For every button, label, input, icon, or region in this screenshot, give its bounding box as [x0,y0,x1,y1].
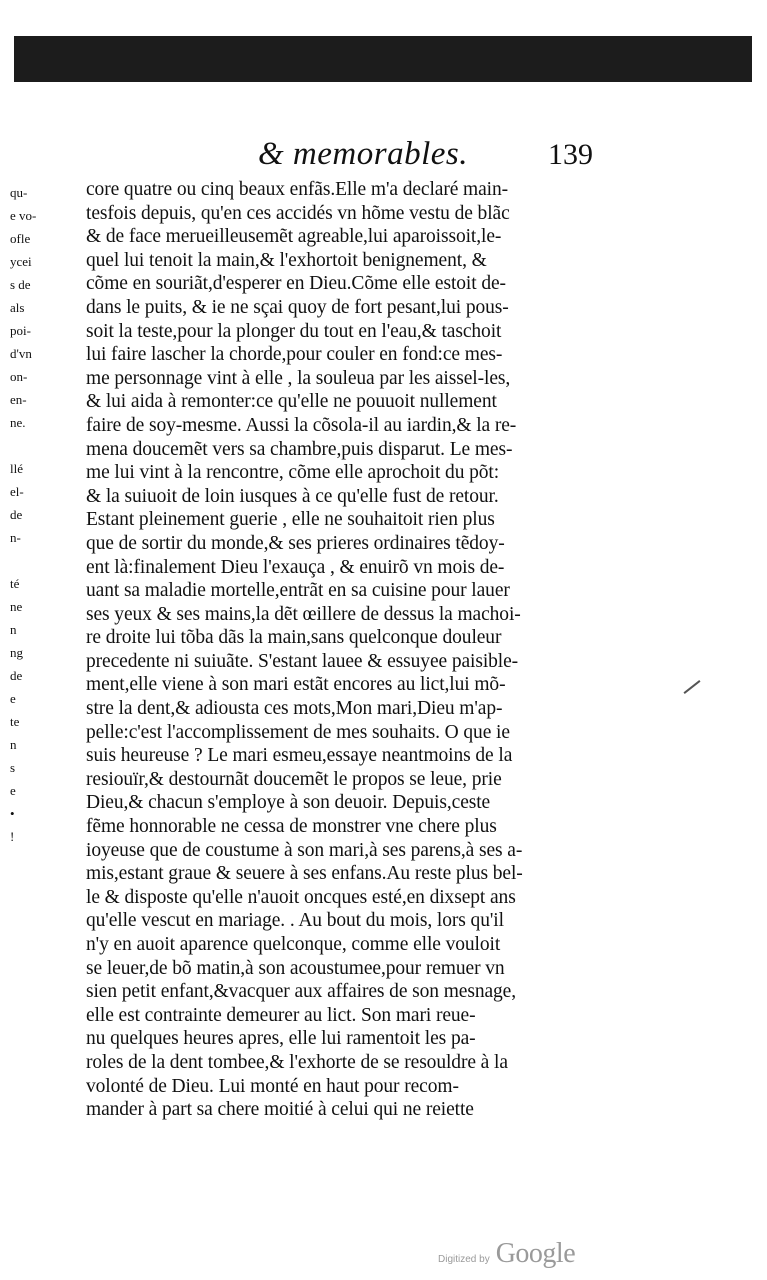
text-line: & de face merueilleusemẽt agreable,lui aparoissoit,le- [86,226,502,248]
margin-fragment: als [10,301,25,315]
margin-fragment: de [10,669,23,683]
scan-top-band [14,36,752,82]
text-line: uant sa maladie mortelle,entrãt en sa cuisine pour lauer [86,580,510,602]
text-line: & la suiuoit de loin iusques à ce qu'elle fust de retour. [86,485,499,507]
text-line: roles de la dent tombee,& l'exhorte de se resouldre à la [86,1051,508,1073]
text-line: qu'elle vescut en mariage. . Au bout du mois, lors qu'il [86,910,504,932]
margin-fragment: d'vn [10,347,32,361]
margin-fragment: e [10,692,16,706]
text-line: me lui vint à la rencontre, cõme elle aprochoit du põt: [86,462,500,484]
text-line: soit la teste,pour la plonger du tout en l'eau,& taschoit [86,320,502,342]
ink-speck [684,680,701,694]
text-line: stre la dent,& adiousta ces mots,Mon mari,Dieu m'ap- [86,698,503,720]
watermark-brand: Google [495,1238,576,1269]
running-title: & memorables. [258,136,468,172]
running-header [0,132,767,172]
text-line: Dieu,& chacun s'employe à son deuoir. Depuis,ceste [86,792,491,814]
text-line: mander à part sa chere moitié à celui qui ne reiette [86,1099,474,1121]
text-line: fẽme honnorable ne cessa de monstrer vne chere plus [86,816,497,838]
text-line: precedente ni suiuãte. S'estant lauee & essuyee paisible- [86,650,519,672]
text-line: ment,elle viene à son mari estãt encores au lict,lui mõ- [86,674,506,696]
text-line: ses yeux & ses mains,la dẽt œillere de dessus la machoi- [86,603,521,625]
text-line: suis heureuse ? Le mari esmeu,essaye neantmoins de la [86,745,513,767]
page-number: 139 [548,138,593,171]
margin-fragment: ng [10,646,23,660]
margin-fragment: en- [10,393,27,407]
margin-fragment: ! [10,830,15,844]
text-line: tesfois depuis, qu'en ces accidés vn hõme vestu de blãc [86,202,510,224]
text-line: me personnage vint à elle , la souleua par les aissel-les, [86,367,511,389]
text-line: ent là:finalement Dieu l'exauça , & enuirõ vn mois de- [86,556,505,578]
margin-fragment: ne. [10,416,26,430]
text-line: quel lui tenoit la main,& l'exhortoit benignement, & [86,249,487,271]
left-margin-fragments [10,186,38,853]
margin-fragment: e [10,784,16,798]
margin-fragment: • [10,807,15,821]
text-line: resiouïr,& destournãt doucemẽt le propos se leue, prie [86,768,502,790]
text-line: core quatre ou cinq beaux enfãs.Elle m'a declaré main- [86,179,509,200]
digitized-watermark [438,1238,575,1278]
text-line: le & disposte qu'elle n'auoit oncques esté,en dixsept ans [86,886,516,908]
text-line: Estant pleinement guerie , elle ne souhaitoit rien plus [86,509,495,531]
watermark-prefix: Digitized by [438,1254,490,1265]
text-line: lui faire lascher la chorde,pour couler en fond:ce mes- [86,344,503,366]
text-line: mena doucemẽt vers sa chambre,puis disparut. Le mes- [86,438,513,460]
text-line: pelle:c'est l'accomplissement de mes souhaits. O que ie [86,721,510,743]
text-line: ioyeuse que de coustume à son mari,à ses parens,à ses a- [86,839,523,861]
text-line: dans le puits, & ie ne sçai quoy de fort pesant,lui pous- [86,296,509,318]
margin-fragment: te [10,715,20,729]
text-line: & lui aida à remonter:ce qu'elle ne pouuoit nullement [86,391,497,413]
body-text [86,178,606,1122]
text-line: n'y en auoit aparence quelconque, comme elle vouloit [86,934,501,955]
margin-fragment: n- [10,531,21,545]
text-line: que de sortir du monde,& ses prieres ordinaires tẽdoy- [86,532,505,554]
margin-fragment: de [10,508,23,522]
margin-fragment: qu- [10,186,28,200]
margin-fragment: ne [10,600,23,614]
margin-fragment: s de [10,278,31,292]
margin-fragment: ofle [10,232,31,246]
margin-fragment: poi- [10,324,31,338]
text-line: re droite lui tõba dãs la main,sans quelconque douleur [86,627,502,649]
margin-fragment [10,439,38,462]
margin-fragment: s [10,761,16,775]
text-line: elle est contrainte demeurer au lict. Son mari reue- [86,1004,476,1026]
text-line: sien petit enfant,&vacquer aux affaires de son mesnage, [86,981,517,1003]
margin-fragment: ycei [10,255,32,269]
margin-fragment: e vo- [10,209,37,223]
text-line: cõme en souriãt,d'esperer en Dieu.Cõme elle estoit de- [86,273,506,295]
margin-fragment [10,554,38,577]
text-line: nu quelques heures apres, elle lui ramentoit les pa- [86,1028,476,1050]
margin-fragment: té [10,577,20,591]
text-line: mis,estant graue & seuere à ses enfans.Au reste plus bel- [86,863,523,885]
text-line: se leuer,de bõ matin,à son acoustumee,pour remuer vn [86,957,505,979]
margin-fragment: n [10,738,17,752]
margin-fragment: on- [10,370,28,384]
margin-fragment: el- [10,485,24,499]
margin-fragment: n [10,623,17,637]
text-line: volonté de Dieu. Lui monté en haut pour recom- [86,1075,459,1097]
margin-fragment: llé [10,462,23,476]
text-line: faire de soy-mesme. Aussi la cõsola-il au iardin,& la re- [86,414,517,436]
